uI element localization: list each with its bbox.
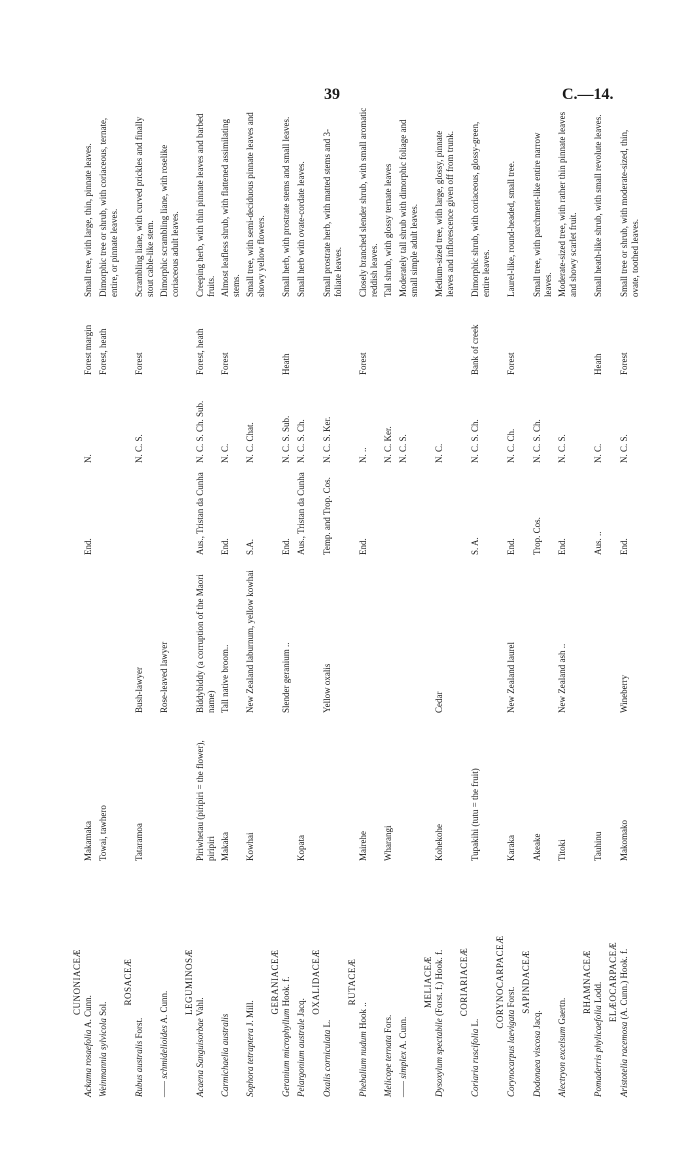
species-name bbox=[195, 867, 206, 1097]
common-name: Wineberry bbox=[619, 674, 629, 713]
species-name bbox=[593, 867, 604, 1097]
author: Forst. bbox=[134, 1017, 144, 1041]
author: A. Cunn. bbox=[398, 1016, 408, 1052]
distribution: Aus., Tristan da Cunha bbox=[195, 472, 205, 555]
species: —— simplex bbox=[398, 1051, 408, 1097]
description: Small tree or shrub, with moderate-sized, thin, ovate, toothed leaves. bbox=[619, 129, 640, 297]
family-heading: OXALIDACEÆ bbox=[311, 949, 321, 1015]
description: Medium-sized tree, with large, glossy, pinnate leaves and inflorescence given off from trunk. bbox=[434, 130, 455, 297]
region: N. C. S. Ch. bbox=[296, 419, 306, 463]
maori-name: Makomako bbox=[619, 820, 629, 861]
distribution: End. bbox=[506, 538, 516, 555]
author: J. Mill. bbox=[245, 1000, 255, 1029]
species: Aristotelia racemosa bbox=[619, 1021, 629, 1097]
maori-name: Wharangi bbox=[383, 825, 393, 861]
species: Oxalis corniculata bbox=[322, 1029, 332, 1097]
description: Dimorphic tree or shrub, with coriaceous, ternate, entire, or pinnate leaves. bbox=[98, 117, 119, 297]
author: (A. Cunn.) Hook. f. bbox=[619, 948, 629, 1022]
species-name bbox=[98, 867, 109, 1097]
species-name bbox=[296, 867, 307, 1097]
description: Closely branched slender shrub, with small aromatic reddish leaves. bbox=[358, 107, 379, 297]
habitat: Forest margin bbox=[83, 324, 93, 375]
species-name bbox=[398, 867, 409, 1097]
description: Laurel-like, round-headed, small tree. bbox=[506, 161, 516, 297]
description: Moderate-sized tree, with rather thin pinnate leaves and showy scarlet fruit. bbox=[557, 111, 578, 297]
region: N. C. bbox=[593, 443, 603, 463]
family-heading: RHAMNACEÆ bbox=[582, 950, 592, 1015]
distribution: End. bbox=[358, 538, 368, 555]
common-name: New Zealand ash .. bbox=[557, 643, 567, 713]
maori-name: Akeake bbox=[532, 833, 542, 861]
description: Small tree, with semi-deciduous pinnate leaves and showy yellow flowers. bbox=[245, 112, 266, 297]
species-name bbox=[159, 867, 170, 1097]
species: Ackama rosaefolia bbox=[83, 1029, 93, 1097]
habitat: Heath bbox=[281, 353, 291, 375]
species-name bbox=[506, 867, 517, 1097]
species-name bbox=[557, 867, 568, 1097]
habitat: Forest bbox=[220, 352, 230, 375]
habitat: Forest, heath bbox=[195, 328, 205, 375]
species: Pomaderris phylicaefolia bbox=[593, 1005, 603, 1097]
region: N. bbox=[83, 454, 93, 463]
species: Geranium microphyllum bbox=[281, 1008, 291, 1097]
habitat: Forest bbox=[506, 352, 516, 375]
species: Weinmannia sylvicola bbox=[98, 1018, 108, 1097]
maori-name: Karaka bbox=[506, 835, 516, 861]
region: N. C. S. bbox=[619, 434, 629, 463]
common-name: Rose-leaved lawyer bbox=[159, 641, 169, 713]
family-heading: GERANIACEÆ bbox=[270, 949, 280, 1015]
distribution: S.A. bbox=[245, 538, 255, 555]
region: N. C. S. bbox=[557, 434, 567, 463]
author: Forst. bbox=[506, 986, 516, 1010]
species-name bbox=[619, 867, 630, 1097]
author: Vahl. bbox=[195, 997, 205, 1019]
region: N. C. S. Ch. Sub. bbox=[195, 400, 205, 463]
common-name: Tall native broom.. bbox=[220, 644, 230, 713]
distribution: End. bbox=[83, 538, 93, 555]
species-name bbox=[220, 867, 231, 1097]
region: N. C. Ch. bbox=[506, 428, 516, 463]
species: Coriaria ruscifolia bbox=[470, 1028, 480, 1097]
habitat: Heath bbox=[593, 353, 603, 375]
region: N. C. S. Sub. bbox=[281, 415, 291, 463]
habitat: Forest bbox=[619, 352, 629, 375]
common-name: Cedar bbox=[434, 691, 444, 713]
species: Carmichaelia australis bbox=[220, 1013, 230, 1097]
species-name bbox=[470, 867, 481, 1097]
maori-name: Kohekohe bbox=[434, 824, 444, 861]
family-heading: MELIACEÆ bbox=[423, 956, 433, 1008]
author: (Forst. f.) Hook. f. bbox=[434, 949, 444, 1019]
description: Moderately tall shrub with dimorphic foliage and small simple adult leaves. bbox=[398, 119, 419, 297]
habitat: Forest, heath bbox=[98, 328, 108, 375]
habitat: Bank of creek bbox=[470, 324, 480, 375]
species: Dysoxylum spectabile bbox=[434, 1018, 444, 1097]
author: Fors. bbox=[383, 1014, 393, 1036]
region: N. C. bbox=[220, 443, 230, 463]
species: Alectryon excelsum bbox=[557, 1026, 567, 1097]
description: Small herb with ovate-cordate leaves. bbox=[296, 161, 306, 297]
common-name: New Zealand laurel bbox=[506, 642, 516, 713]
maori-name: Kopata bbox=[296, 835, 306, 861]
species-name bbox=[358, 867, 369, 1097]
habitat: Forest bbox=[358, 352, 368, 375]
distribution: Aus., Tristan da Cunha bbox=[296, 472, 306, 555]
description: Small heath-like shrub, with small revolute leaves. bbox=[593, 114, 603, 297]
maori-name: Titoki bbox=[557, 839, 567, 861]
maori-name: Tupakihi (tutu = the fruit) bbox=[470, 768, 480, 861]
description: Small herb, with prostrate stems and small leaves. bbox=[281, 116, 291, 297]
region: N. C. S. Ch. bbox=[532, 419, 542, 463]
author: Jacq. bbox=[532, 1010, 542, 1031]
author: A. Cunn. bbox=[159, 990, 169, 1026]
description: Creeping herb, with thin pinnate leaves and barbed fruits. bbox=[195, 113, 216, 297]
maori-name: Towai, tawhero bbox=[98, 805, 108, 861]
species: Dodonaea viscosa bbox=[532, 1030, 542, 1097]
family-heading: RUTACEÆ bbox=[347, 958, 357, 1006]
species: Corynocarpus laevigata bbox=[506, 1009, 516, 1097]
family-heading: CORIARIACEÆ bbox=[459, 947, 469, 1017]
page-number: 39 bbox=[324, 86, 340, 103]
species: Phebalium nudum bbox=[358, 1031, 368, 1097]
distribution: End. bbox=[220, 538, 230, 555]
species: Sophora tetraptera bbox=[245, 1028, 255, 1097]
distribution: S. A. bbox=[470, 537, 480, 555]
description: Small prostrate herb, with matted stems and 3-foliate leaves. bbox=[322, 129, 343, 297]
maori-name: Mairehe bbox=[358, 831, 368, 861]
maori-name: Kowhai bbox=[245, 832, 255, 861]
maori-name: Makaka bbox=[220, 832, 230, 861]
common-name: Biddybiddy (a corruption of the Maori name) bbox=[195, 574, 216, 713]
page-reference: C.—14. bbox=[562, 86, 614, 103]
distribution: Trop. Cos. bbox=[532, 517, 542, 555]
author: Lodd. bbox=[593, 981, 603, 1006]
distribution: End. bbox=[557, 538, 567, 555]
species-name bbox=[281, 867, 292, 1097]
species: —— schmidelioides bbox=[159, 1025, 169, 1097]
family-heading: ELÆOCARPACEÆ bbox=[608, 941, 618, 1023]
region: N. C. S. Ch. bbox=[470, 419, 480, 463]
family-heading: CUNONIACEÆ bbox=[72, 949, 82, 1016]
species-name bbox=[245, 867, 256, 1097]
description: Scrambling liane, with curved prickles and finally stout cable-like stem. bbox=[134, 116, 155, 297]
habitat: Forest bbox=[134, 352, 144, 375]
description: Almost leafless shrub, with flattened assimilating stems. bbox=[220, 119, 241, 297]
region: N. C. Ker. bbox=[383, 426, 393, 463]
author: A. Cunn. bbox=[83, 995, 93, 1030]
species-name bbox=[322, 867, 333, 1097]
description: Dimorphic scrambling liane, with roselike coriaceous adult leaves. bbox=[159, 144, 180, 297]
species-name bbox=[383, 867, 394, 1097]
species: Melicope ternata bbox=[383, 1035, 393, 1097]
author: Gaertn. bbox=[557, 997, 567, 1027]
description: Tall shrub, with glossy ternate leaves bbox=[383, 163, 393, 297]
distribution: Aus. .. bbox=[593, 531, 603, 555]
common-name: Yellow oxalis bbox=[322, 663, 332, 713]
region: N. .. bbox=[358, 447, 368, 463]
species: Rubus australis bbox=[134, 1040, 144, 1097]
region: N. C. S. bbox=[398, 434, 408, 463]
plant-table bbox=[68, 107, 640, 1097]
species-name bbox=[532, 867, 543, 1097]
author: Hook. f. bbox=[281, 976, 291, 1009]
distribution: Temp. and Trop. Cos. bbox=[322, 477, 332, 555]
common-name: New Zealand laburnum, yellow kowhai bbox=[245, 570, 255, 713]
region: N. C. Chat. bbox=[245, 422, 255, 463]
description: Small tree, with parchment-like entire narrow leaves. bbox=[532, 132, 553, 297]
author: Hook .. bbox=[358, 1002, 368, 1032]
author: L. bbox=[470, 1018, 480, 1029]
family-heading: ROSACEÆ bbox=[123, 958, 133, 1006]
author: Sol. bbox=[98, 1001, 108, 1019]
species-name bbox=[83, 867, 94, 1097]
family-heading: CORYNOCARPACEÆ bbox=[495, 935, 505, 1029]
common-name: Bush-lawyer bbox=[134, 667, 144, 713]
species: Pelargonium australe bbox=[296, 1018, 306, 1097]
region: N. C. S. Ker. bbox=[322, 416, 332, 463]
distribution: End. bbox=[619, 538, 629, 555]
maori-name: Tataramoa bbox=[134, 823, 144, 861]
description: Dimorphic shrub, with coriaceous, glossy-green, entire leaves. bbox=[470, 121, 491, 297]
maori-name: Tauhinu bbox=[593, 831, 603, 861]
family-heading: LEGUMINOSÆ bbox=[184, 949, 194, 1016]
maori-name: Makamaka bbox=[83, 821, 93, 861]
maori-name: Piriwhetau (piripiri = the flower), piripiri bbox=[195, 740, 216, 861]
family-heading: SAPINDACEÆ bbox=[521, 950, 531, 1014]
region: N. C. bbox=[434, 443, 444, 463]
common-name: Slender geranium .. bbox=[281, 642, 291, 713]
region: N. C. S. bbox=[134, 434, 144, 463]
species: Acaena Sanguisorbae bbox=[195, 1018, 205, 1097]
description: Small tree, with large, thin, pinnate leaves. bbox=[83, 143, 93, 297]
distribution: End. bbox=[281, 538, 291, 555]
species-name bbox=[134, 867, 145, 1097]
author: L. bbox=[322, 1019, 332, 1030]
species-name bbox=[434, 867, 445, 1097]
author: Jacq. bbox=[296, 998, 306, 1019]
